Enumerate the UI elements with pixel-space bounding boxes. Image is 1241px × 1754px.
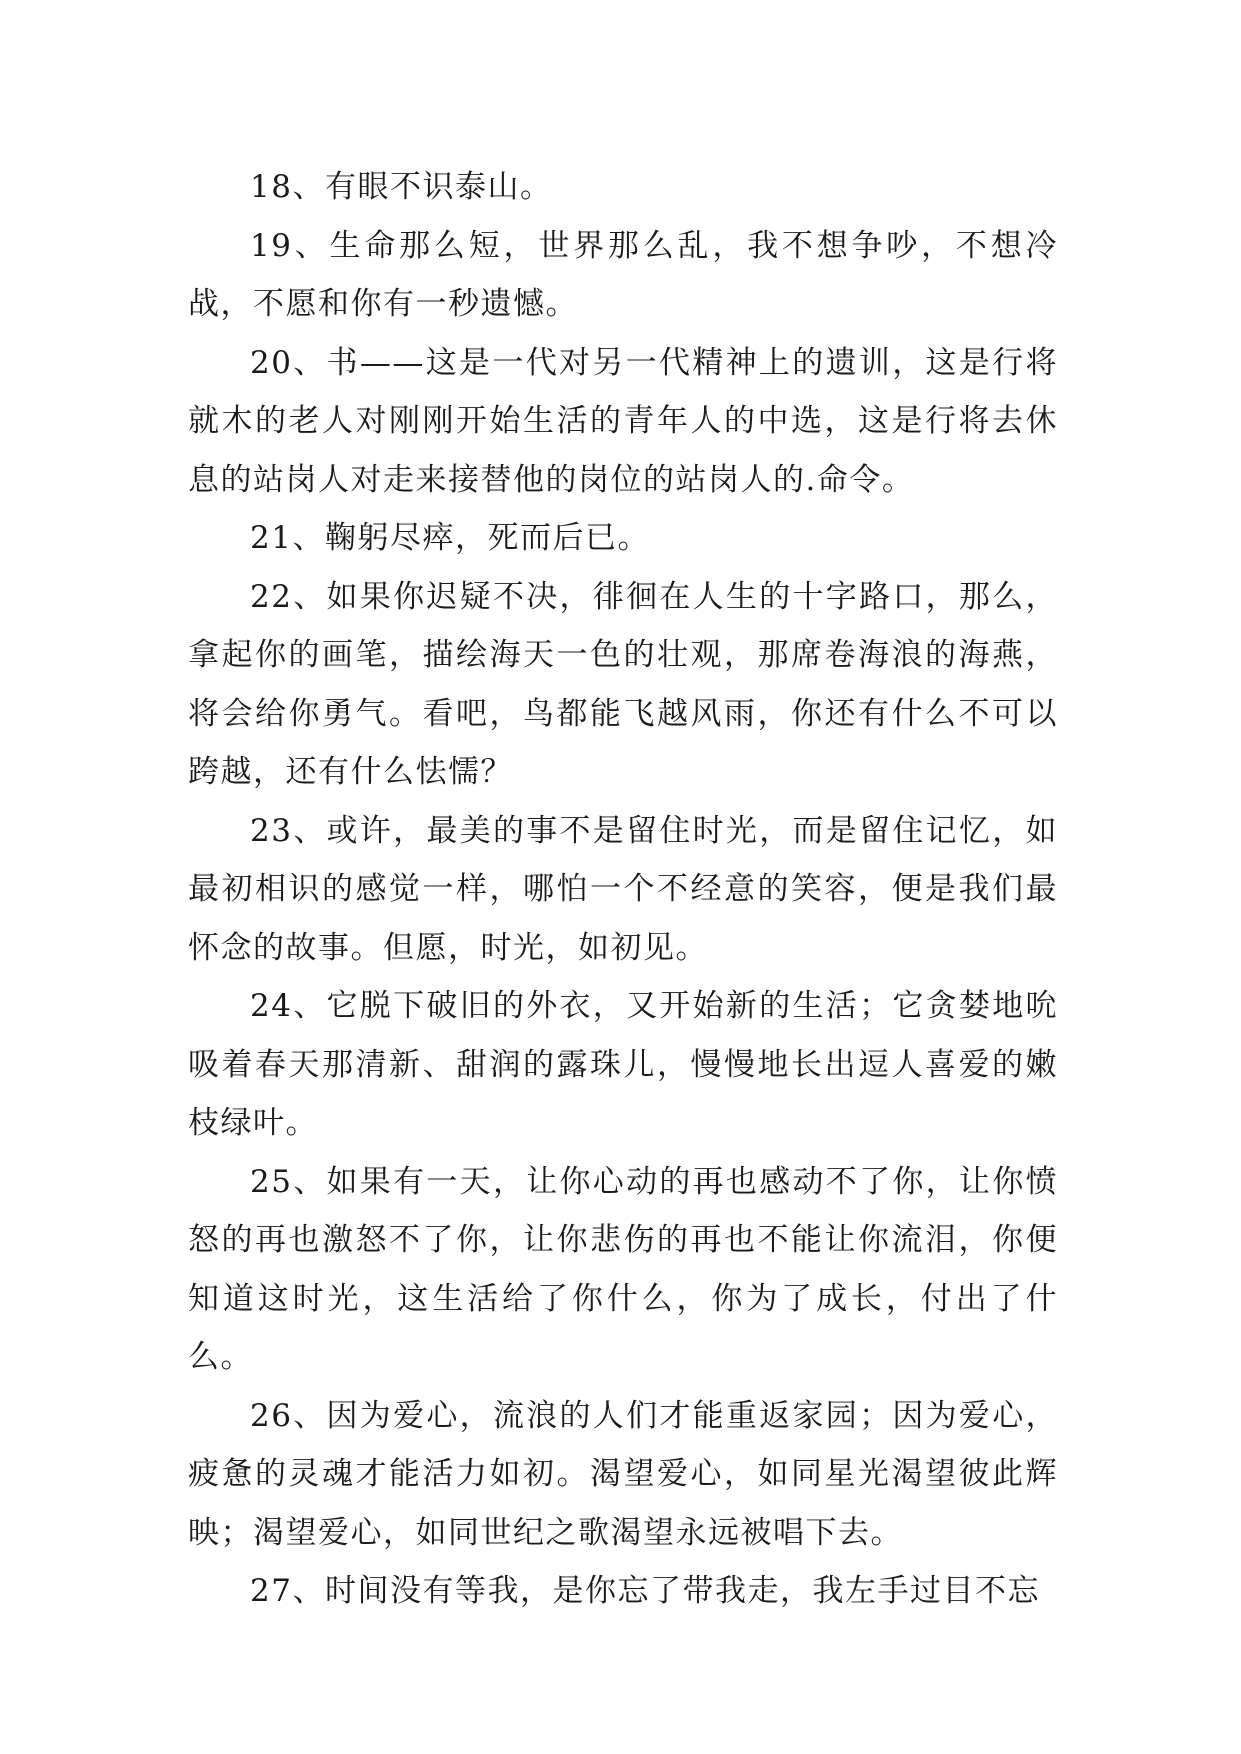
paragraph-19: 19、生命那么短，世界那么乱，我不想争吵，不想冷战，不愿和你有一秒遗憾。 — [188, 227, 1058, 322]
document-body — [188, 158, 1058, 1621]
paragraph-20: 20、书——这是一代对另一代精神上的遗训，这是行将就木的老人对刚刚开始生活的青年人的中选，这是行将去休息的站岗人对走来接替他的岗位的站岗人的.命令。 — [188, 344, 1058, 498]
paragraph-24: 24、它脱下破旧的外衣，又开始新的生活；它贪婪地吮吸着春天那清新、甜润的露珠儿，慢慢地长出逗人喜爱的嫩枝绿叶。 — [188, 988, 1058, 1141]
paragraph-22: 22、如果你迟疑不决，徘徊在人生的十字路口，那么，拿起你的画笔，描绘海天一色的壮观，那席卷海浪的海燕，将会给你勇气。看吧，鸟都能飞越风雨，你还有什么不可以跨越，还有什么怯懦？ — [188, 578, 1058, 790]
paragraph-26: 26、因为爱心，流浪的人们才能重返家园；因为爱心，疲惫的灵魂才能活力如初。渴望爱心，如同星光渴望彼此辉映；渴望爱心，如同世纪之歌渴望永远被唱下去。 — [188, 1397, 1058, 1551]
paragraph-21: 21、鞠躬尽瘁，死而后已。 — [250, 520, 650, 556]
paragraph-18: 18、有眼不识泰山。 — [250, 169, 553, 205]
paragraph-27: 27、时间没有等我，是你忘了带我走，我左手过目不忘 — [250, 1573, 1040, 1609]
paragraph-23: 23、或许，最美的事不是留住时光，而是留住记忆，如最初相识的感觉一样，哪怕一个不经意的笑容，便是我们最怀念的故事。但愿，时光，如初见。 — [188, 812, 1058, 966]
paragraph-25: 25、如果有一天，让你心动的再也感动不了你，让你愤怒的再也激怒不了你，让你悲伤的再也不能让你流泪，你便知道这时光，这生活给了你什么，你为了成长，付出了什么。 — [188, 1163, 1058, 1375]
